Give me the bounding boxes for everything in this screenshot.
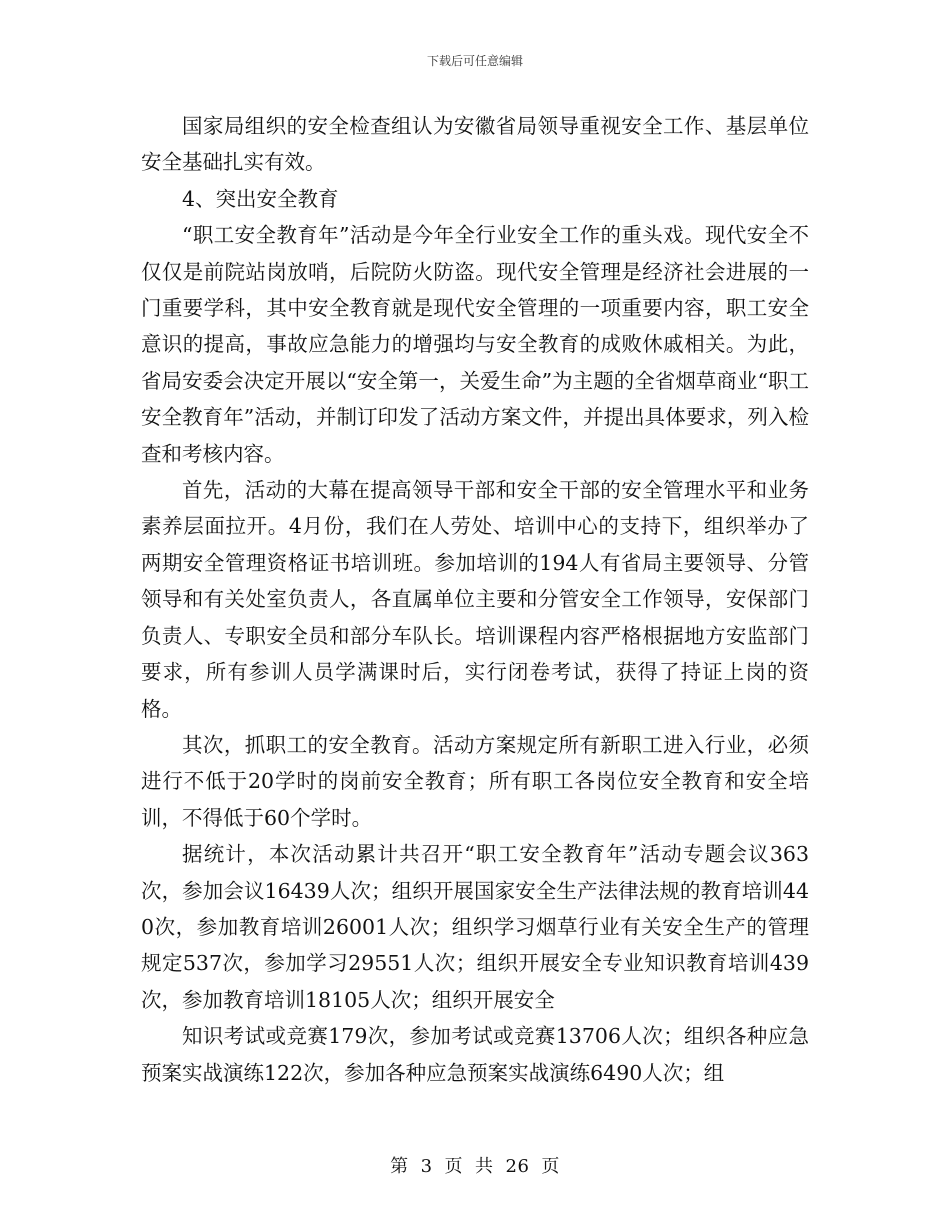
document-body	[141, 108, 809, 1091]
paragraph-6: 知识考试或竞赛179次，参加考试或竞赛13706人次；组织各种应急预案实战演练122次，参加各种应急预案实战演练6490人次；组	[141, 1024, 809, 1085]
footer-total-pages: 26	[505, 1156, 530, 1177]
page-header: 下载后可任意编辑	[426, 54, 523, 68]
paragraph-4: 其次，抓职工的安全教育。活动方案规定所有新职工进入行业，必须进行不低于20学时的岗前安全教育；所有职工各岗位安全教育和安全培训，不得低于60个学时。	[141, 732, 809, 830]
paragraph-1: 国家局组织的安全检查组认为安徽省局领导重视安全工作、基层单位安全基础扎实有效。	[141, 114, 809, 175]
paragraph-2: “职工安全教育年”活动是今年全行业安全工作的重头戏。现代安全不仅仅是前院站岗放哨，后院防火防盗。现代安全管理是经济社会进展的一门重要学科，其中安全教育就是现代安全管理的一项重要内容，职工安全意识的提高，事故应急能力的增强均与安全教育的成败休戚相关。为此，省局安委会决定开展以“安全第一，关爱生命”为主题的全省烟草商业“职工安全教育年”活动，并制订印发了活动方案文件，并提出具体要求，列入检查和考核内容。	[141, 223, 809, 466]
footer-page-unit: 页	[444, 1156, 464, 1177]
footer-total-label: 共	[475, 1156, 494, 1177]
page-footer	[0, 1152, 950, 1178]
footer-page-number: 3	[420, 1156, 433, 1177]
paragraph-5: 据统计，本次活动累计共召开“职工安全教育年”活动专题会议363次，参加会议16439人次；组织开展国家安全生产法律法规的教育培训440次，参加教育培训26001人次；组织学习烟草行业有关安全生产的管理规定537次，参加学习29551人次；组织开展安全专业知识教育培训439次，参加教育培训18105人次；组织开展安全	[141, 842, 809, 1012]
paragraph-3: 首先，活动的大幕在提高领导干部和安全干部的安全管理水平和业务素养层面拉开。4月份，我们在人劳处、培训中心的支持下，组织举办了两期安全管理资格证书培训班。参加培训的194人有省局主要领导、分管领导和有关处室负责人，各直属单位主要和分管安全工作领导，安保部门负责人、专职安全员和部分车队长。培训课程内容严格根据地方安监部门要求，所有参训人员学满课时后，实行闭卷考试，获得了持证上岗的资格。	[141, 478, 809, 721]
section-heading: 4、突出安全教育	[182, 186, 339, 211]
footer-total-unit: 页	[541, 1156, 560, 1177]
footer-page-label: 第	[390, 1156, 409, 1177]
